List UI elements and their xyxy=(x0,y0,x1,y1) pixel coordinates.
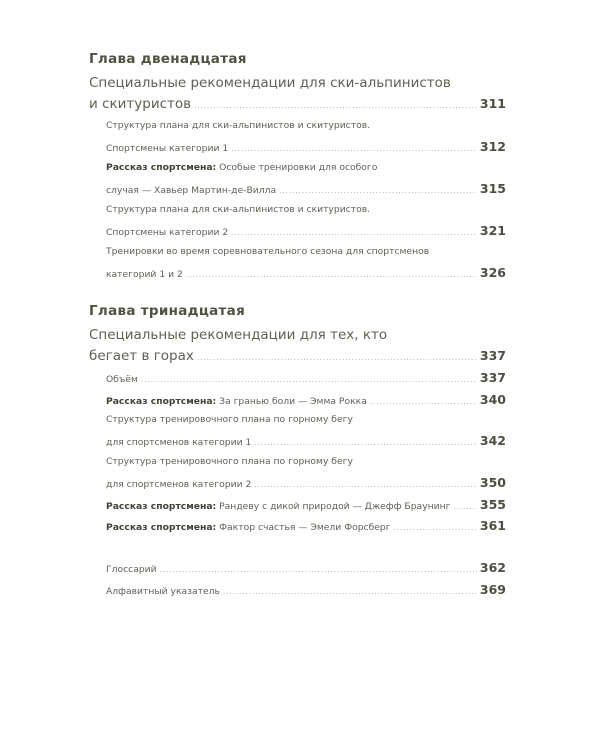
entry-text: Рандеву с дикой природой — Джефф Браунинг xyxy=(216,501,451,512)
toc-row[interactable] xyxy=(106,139,506,153)
entry-text: Структура плана для ски-альпинистов и скитуристов. xyxy=(106,120,371,131)
dot-leader xyxy=(197,354,477,362)
dot-leader xyxy=(254,439,477,447)
page-number: 355 xyxy=(479,497,506,512)
page-number: 337 xyxy=(479,370,506,385)
entry-text: для спортсменов категории 1 xyxy=(106,437,252,448)
chapter-12-label: Глава двенадцатая xyxy=(89,51,247,67)
athlete-story-label: Рассказ спортсмена: xyxy=(106,522,217,533)
athlete-story-label: Рассказ спортсмена: xyxy=(106,162,217,173)
chapter-13-label: Глава тринадцатая xyxy=(89,303,246,319)
page-number: 362 xyxy=(479,560,506,575)
dot-leader xyxy=(279,187,477,195)
toc-row-glossary[interactable] xyxy=(106,560,506,574)
entry-text: Структура тренировочного плана по горному бегу xyxy=(106,456,353,467)
dot-leader xyxy=(141,376,477,384)
page-number: 337 xyxy=(479,348,506,363)
page-number: 369 xyxy=(479,582,506,597)
dot-leader xyxy=(231,229,477,237)
toc-row[interactable] xyxy=(106,392,506,406)
toc-entry-line xyxy=(106,246,506,260)
entry-text: категорий 1 и 2 xyxy=(106,269,183,280)
chapter-13-title-line1 xyxy=(89,327,506,345)
toc-row[interactable] xyxy=(106,181,506,195)
entry-text: Спортсмены категории 2 xyxy=(106,227,229,238)
dot-leader xyxy=(186,271,477,279)
athlete-story-label: Рассказ спортсмена: xyxy=(106,396,217,407)
dot-leader xyxy=(160,566,477,574)
dot-leader xyxy=(370,398,477,406)
dot-leader xyxy=(394,524,477,532)
page-number: 312 xyxy=(479,139,506,154)
page-number: 342 xyxy=(479,433,506,448)
chapter-12-title-text: Специальные рекомендации для ски-альпинистов xyxy=(89,75,451,91)
entry-text: За гранью боли — Эмма Рокка xyxy=(216,396,367,407)
chapter-13-title-text-2: бегает в горах xyxy=(89,348,194,364)
entry-text: Фактор счастья — Эмели Форсберг xyxy=(216,522,391,533)
dot-leader xyxy=(231,145,477,153)
toc-row[interactable] xyxy=(106,265,506,279)
toc-row[interactable] xyxy=(106,497,506,511)
toc-entry-line xyxy=(106,204,506,218)
toc-row[interactable] xyxy=(106,370,506,384)
toc-row[interactable] xyxy=(106,223,506,237)
entry-text: Структура плана для ски-альпинистов и скитуристов. xyxy=(106,204,371,215)
page-number: 350 xyxy=(479,475,506,490)
entry-text: Особые тренировки для особого xyxy=(216,162,378,173)
entry-text: Алфавитный указатель xyxy=(106,586,220,597)
toc-entry-line xyxy=(106,414,506,428)
entry-text: Глоссарий xyxy=(106,564,157,575)
dot-leader xyxy=(194,102,477,110)
toc-entry-line xyxy=(106,120,506,134)
athlete-story-label: Рассказ спортсмена: xyxy=(106,501,217,512)
entry-text: случая — Хавьер Мартин-де-Вилла xyxy=(106,185,277,196)
toc-entry-line xyxy=(106,162,506,176)
toc-row-chapter-13-title[interactable] xyxy=(89,348,506,366)
toc-row-index[interactable] xyxy=(106,582,506,596)
chapter-13-title-text: Специальные рекомендации для тех, кто xyxy=(89,327,388,343)
page-number: 315 xyxy=(479,181,506,196)
toc-row[interactable] xyxy=(106,433,506,447)
entry-text: для спортсменов категории 2 xyxy=(106,479,252,490)
entry-text: Структура тренировочного плана по горному бегу xyxy=(106,414,353,425)
page-number: 321 xyxy=(479,223,506,238)
entry-text: Спортсмены категории 1 xyxy=(106,143,229,154)
toc-row-chapter-12-title[interactable] xyxy=(89,96,506,114)
dot-leader xyxy=(223,588,477,596)
chapter-12-title-line1 xyxy=(89,75,506,93)
chapter-12-title-text-2: и скитуристов xyxy=(89,96,192,112)
page-number: 340 xyxy=(479,392,506,407)
entry-text: Тренировки во время соревновательного сезона для спортсменов xyxy=(106,246,430,257)
entry-text: Объём xyxy=(106,374,138,385)
toc-row[interactable] xyxy=(106,475,506,489)
page-number: 361 xyxy=(479,518,506,533)
page-number: 311 xyxy=(479,96,506,111)
toc-row[interactable] xyxy=(106,518,506,532)
toc-entry-line xyxy=(106,456,506,470)
dot-leader xyxy=(254,481,477,489)
page-number: 326 xyxy=(479,265,506,280)
dot-leader xyxy=(453,503,476,511)
